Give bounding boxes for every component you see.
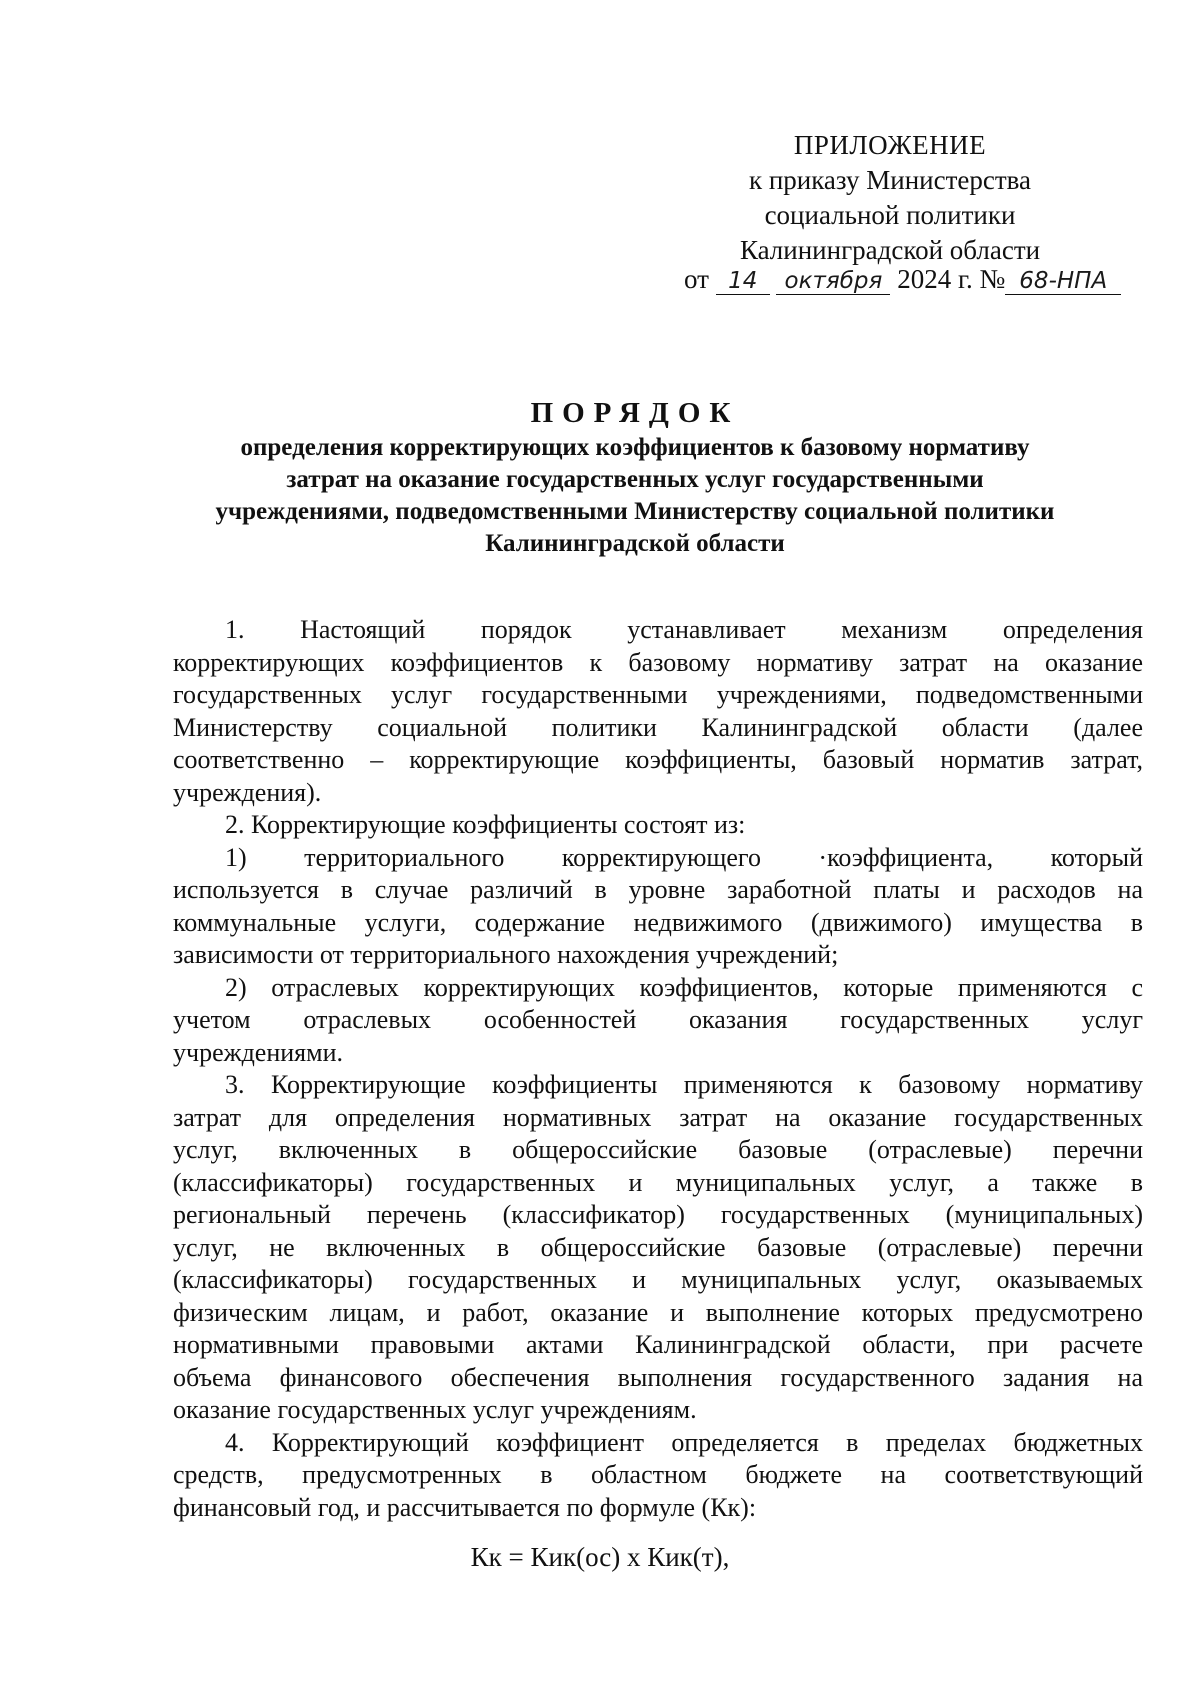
title-line: затрат на оказание государственных услуг государственными (286, 466, 984, 493)
document-body (173, 614, 1143, 1524)
title-subtitle (170, 432, 1100, 560)
body-line: соответственно – корректирующие коэффициенты, базовый норматив затрат, (173, 745, 1143, 774)
appendix-line: социальной политики (764, 200, 1016, 230)
appendix-heading: ПРИЛОЖЕНИЕ (793, 130, 987, 160)
body-line: 1. Настоящий порядок устанавливает механизм определения (225, 615, 1143, 644)
body-line: 2) отраслевых корректирующих коэффициентов, которые применяются с (225, 972, 1143, 1002)
body-line: коммунальные услуги, содержание недвижимого (движимого) имущества в (173, 907, 1143, 937)
title-line: определения корректирующих коэффициентов к базовому нормативу (240, 434, 1030, 461)
body-line: региональный перечень (классификатор) государственных (муниципальных) (173, 1200, 1143, 1229)
body-line: 3. Корректирующие коэффициенты применяются к базовому нормативу (225, 1070, 1143, 1099)
body-line: объема финансового обеспечения выполнения государственного задания на (173, 1362, 1143, 1392)
document-title (170, 394, 1100, 560)
formula: Кк = Кик(ос) x Кик(т), (470, 1542, 730, 1572)
body-line: 4. Корректирующий коэффициент определяется в пределах бюджетных (225, 1427, 1143, 1457)
body-line: физическим лицам, и работ, оказание и выполнение которых предусмотрено (173, 1297, 1143, 1327)
order-year-label: 2024 г. № (897, 264, 1006, 294)
title-line: Калининградской области (485, 530, 785, 557)
body-line: корректирующих коэффициентов к базовому нормативу затрат на оказание (173, 647, 1143, 677)
body-line: Министерству социальной политики Калининградской области (далее (173, 712, 1143, 742)
appendix-line: к приказу Министерства (748, 165, 1032, 195)
body-line: используется в случае различий в уровне заработной платы и расходов на (173, 875, 1143, 904)
body-line: затрат для определения нормативных затрат на оказание государственных (173, 1102, 1143, 1132)
body-line: государственных услуг государственными учреждениями, подведомственными (173, 680, 1143, 709)
order-date-number-line (684, 262, 1121, 297)
body-line: (классификаторы) государственных и муниципальных услуг, оказываемых (173, 1265, 1143, 1294)
appendix-header (700, 128, 1080, 268)
handwritten-month: октября (776, 268, 890, 295)
body-line: зависимости от территориального нахождения учреждений; (173, 940, 839, 969)
appendix-line: Калининградской области (739, 235, 1041, 265)
body-line: услуг, не включенных в общероссийские базовые (отраслевые) перечни (173, 1232, 1143, 1262)
order-from-label: от (684, 264, 709, 294)
body-line: средств, предусмотренных в областном бюджете на соответствующий (173, 1460, 1143, 1489)
body-line: учетом отраслевых особенностей оказания государственных услуг (173, 1005, 1143, 1034)
body-line: 2. Корректирующие коэффициенты состоят из: (225, 810, 746, 839)
handwritten-order-number: 68-НПА (1005, 268, 1121, 295)
handwritten-day: 14 (716, 268, 770, 295)
body-line: учреждениями. (173, 1037, 344, 1067)
body-line: (классификаторы) государственных и муниципальных услуг, а также в (173, 1167, 1143, 1197)
body-line: нормативными правовыми актами Калининградской области, при расчете (173, 1330, 1143, 1359)
title-line: учреждениями, подведомственными Министерству социальной политики (215, 498, 1055, 525)
title-main: ПОРЯДОК (530, 397, 740, 429)
body-line: оказание государственных услуг учреждениям. (173, 1395, 697, 1424)
body-line: 1) территориального корректирующего ·коэффициента, который (225, 842, 1143, 872)
body-line: учреждения). (173, 777, 322, 807)
body-line: финансовый год, и рассчитывается по формуле (Кк): (173, 1492, 757, 1522)
body-line: услуг, включенных в общероссийские базовые (отраслевые) перечни (173, 1135, 1143, 1164)
